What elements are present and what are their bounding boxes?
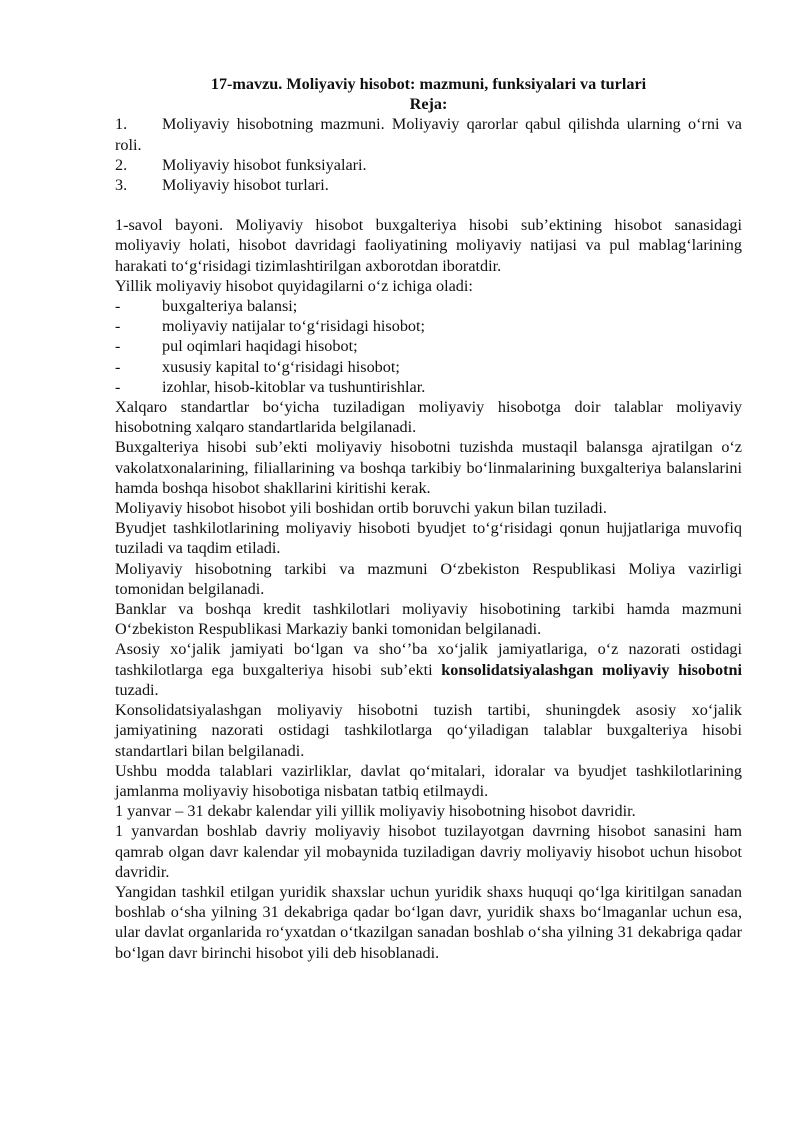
plan-item <box>115 114 742 154</box>
list-item <box>115 377 742 397</box>
plan-text: Moliyaviy hisobot turlari. <box>162 176 329 195</box>
bullet-dash: - <box>115 357 121 376</box>
spacer <box>115 195 742 215</box>
plan-item <box>115 175 742 195</box>
paragraph: Yangidan tashkil etilgan yuridik shaxslar uchun yuridik shaxs huquqi qo‘lga kiritilgan sanadan boshlab o‘sha yilning 31 dekabriga qadar bo‘lgan davr, yuridik shaxs bo‘lmaganlar uchun esa, ular davlat organlarida ro‘yxatdan o‘tkazilgan sanadan boshlab o‘sha yilning 31 dekabriga qadar bo‘lgan davr birinchi hisobot yili deb hisoblanadi. <box>115 882 742 962</box>
list-item <box>115 316 742 336</box>
list-item-text: pul oqimlari haqidagi hisobot; <box>162 337 358 356</box>
paragraph: 1 yanvardan boshlab davriy moliyaviy hisobot tuzilayotgan davrning hisobot sanasini ham qamrab olgan davr kalendar yil mobaynida tuziladigan davriy moliyaviy hisobot uchun hisobot davridir. <box>115 822 742 881</box>
bullet-dash: - <box>115 337 121 356</box>
list-item-text: buxgalteriya balansi; <box>162 297 298 316</box>
list-item <box>115 336 742 356</box>
paragraph: Konsolidatsiyalashgan moliyaviy hisobotni tuzish tartibi, shuningdek asosiy xo‘jalik jamiyatining nazorati ostidagi tashkilotlarga qo‘yiladigan talablar buxgalteriya hisobi standartlari bilan belgilanadi. <box>115 701 742 760</box>
list-item <box>115 357 742 377</box>
paragraph-text: Asosiy xo‘jalik jamiyati bo‘lgan va sho‘’ba xo‘jalik jamiyatlariga, o‘z nazorati ostidagi tashkilotlarga ega buxgalteriya hisobi sub’ekti <box>115 640 742 679</box>
plan-heading: Reja: <box>409 95 448 114</box>
plan-text: Moliyaviy hisobotning mazmuni. Moliyaviy qarorlar qabul qilishda ularning o‘rni va roli. <box>115 115 742 154</box>
plan-text: Moliyaviy hisobot funksiyalari. <box>162 155 367 174</box>
document-title: 17-mavzu. Moliyaviy hisobot: mazmuni, funksiyalari va turlari <box>210 75 647 93</box>
plan-number: 2. <box>115 155 128 174</box>
paragraph: Yillik moliyaviy hisobot quyidagilarni o‘z ichiga oladi: <box>115 276 473 295</box>
paragraph: Buxgalteriya hisobi sub’ekti moliyaviy hisobotni tuzishda mustaqil balansga ajratilgan o‘z vakolatxonalarining, filiallarining va boshqa tarkibiy bo‘linmalarining buxgalteriya balanslarini hamda boshqa hisobot shakllarini kiritishi kerak. <box>115 438 742 497</box>
bold-term: konsolidatsiyalashgan moliyaviy hisobotni <box>441 660 742 679</box>
paragraph: 1-savol bayoni. Moliyaviy hisobot buxgalteriya hisobi sub’ektining hisobot sanasidagi moliyaviy holati, hisobot davridagi faoliyatining moliyaviy natijasi va pul mablag‘larining harakati to‘g‘risidagi tizimlashtirilgan axborotdan iboratdir. <box>115 216 742 275</box>
bullet-dash: - <box>115 377 121 396</box>
bullet-dash: - <box>115 297 121 316</box>
plan-number: 1. <box>115 115 128 134</box>
paragraph <box>115 639 742 700</box>
list-item <box>115 296 742 316</box>
paragraph: 1 yanvar – 31 dekabr kalendar yili yillik moliyaviy hisobotning hisobot davridir. <box>115 802 636 821</box>
paragraph: Banklar va boshqa kredit tashkilotlari moliyaviy hisobotining tarkibi hamda mazmuni O‘zbekiston Respublikasi Markaziy banki tomonidan belgilanadi. <box>115 600 742 639</box>
list-item-text: moliyaviy natijalar to‘g‘risidagi hisobot; <box>162 317 425 336</box>
paragraph-text: tuzadi. <box>115 680 159 699</box>
document-page <box>115 74 742 963</box>
bullet-dash: - <box>115 317 121 336</box>
plan-number: 3. <box>115 176 128 195</box>
paragraph: Xalqaro standartlar bo‘yicha tuziladigan moliyaviy hisobotga doir talablar moliyaviy hisobotning xalqaro standartlarida belgilanadi. <box>115 398 742 437</box>
list-item-text: izohlar, hisob-kitoblar va tushuntirishlar. <box>162 377 426 396</box>
paragraph: Moliyaviy hisobot hisobot yili boshidan ortib boruvchi yakun bilan tuziladi. <box>115 499 607 518</box>
plan-item <box>115 155 742 175</box>
paragraph: Moliyaviy hisobotning tarkibi va mazmuni O‘zbekiston Respublikasi Moliya vazirligi tomonidan belgilanadi. <box>115 559 742 598</box>
list-item-text: xususiy kapital to‘g‘risidagi hisobot; <box>162 357 400 376</box>
paragraph: Ushbu modda talablari vazirliklar, davlat qo‘mitalari, idoralar va byudjet tashkilotlarining jamlanma moliyaviy hisobotiga nisbatan tatbiq etilmaydi. <box>115 761 742 800</box>
paragraph: Byudjet tashkilotlarining moliyaviy hisoboti byudjet to‘g‘risidagi qonun hujjatlariga muvofiq tuziladi va taqdim etiladi. <box>115 519 742 558</box>
